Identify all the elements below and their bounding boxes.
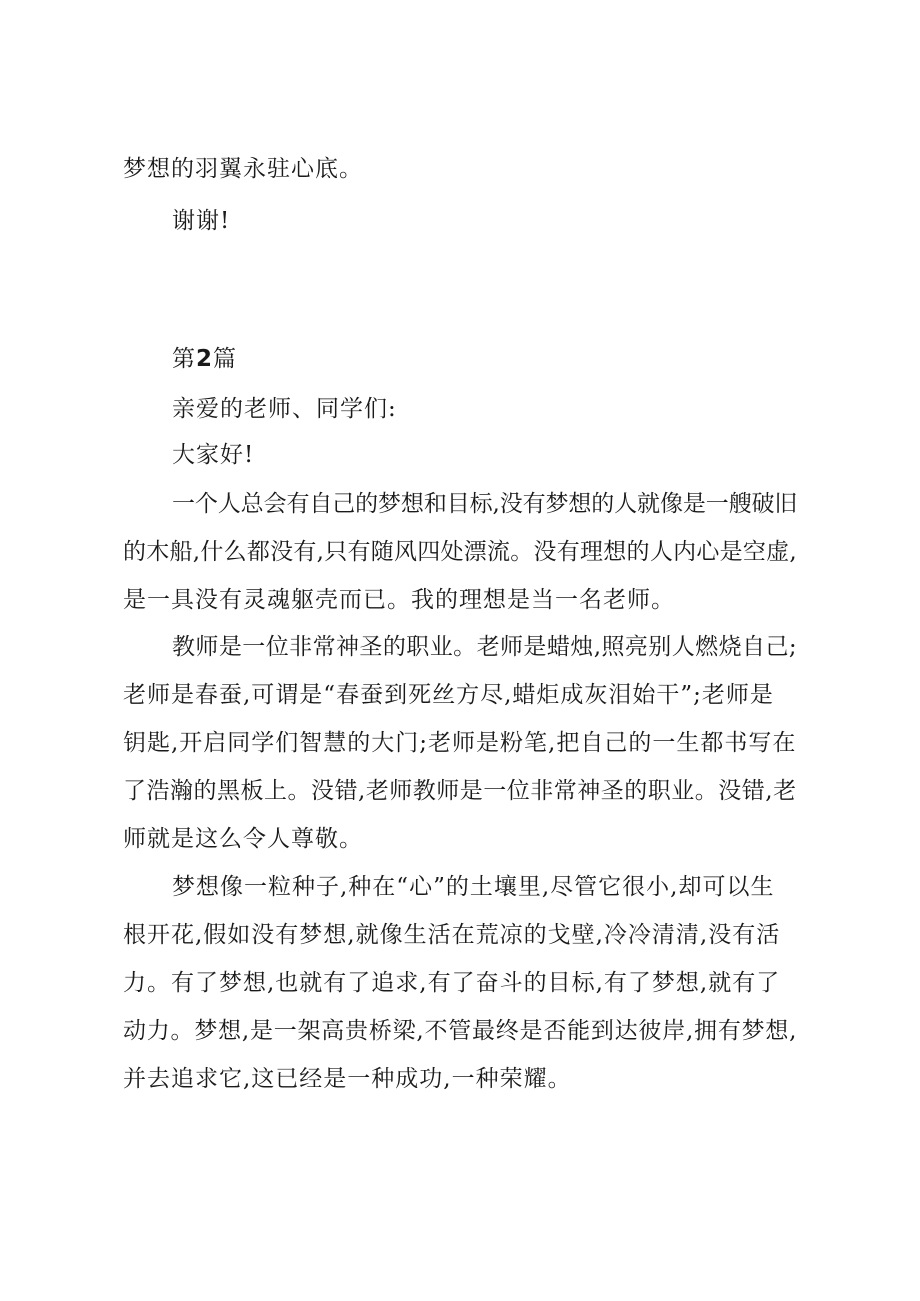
paragraph2-line: 老师是春蚕,可谓是“春蚕到死丝方尽,蜡炬成灰泪始干”;老师是 [123,682,774,708]
paragraph3-line: 并去追求它,这已经是一种成功,一种荣耀。 [123,1066,572,1092]
paragraph3-line: 动力。梦想,是一架高贵桥梁,不管最终是否能到达彼岸,拥有梦想, [123,1018,798,1044]
heading-prefix: 第 [172,346,196,372]
paragraph2-line: 师就是这么令人尊敬。 [123,826,363,852]
paragraph3-line: 力。有了梦想,也就有了追求,有了奋斗的目标,有了梦想,就有了 [123,970,781,996]
salutation: 亲爱的老师、同学们: [172,396,397,422]
previous-closing-line: 梦想的羽翼永驻心底。 [123,156,363,182]
greeting: 大家好! [172,442,255,468]
paragraph1-line: 一个人总会有自己的梦想和目标,没有梦想的人就像是一艘破旧 [172,491,798,517]
paragraph1-line: 的木船,什么都没有,只有随风四处漂流。没有理想的人内心是空虚, [123,539,797,565]
paragraph2-line: 钥匙,开启同学们智慧的大门;老师是粉笔,把自己的一生都书写在 [123,730,797,756]
heading-suffix: 篇 [213,346,238,372]
paragraph3-line: 梦想像一粒种子,种在“心”的土壤里,尽管它很小,却可以生 [172,874,775,900]
paragraph3-line: 根开花,假如没有梦想,就像生活在荒凉的戈壁,冷冷清清,没有活 [123,922,781,948]
paragraph2-line: 教师是一位非常神圣的职业。老师是蜡烛,照亮别人燃烧自己; [172,634,798,660]
paragraph2-line: 了浩瀚的黑板上。没错,老师教师是一位非常神圣的职业。没错,老 [123,778,797,804]
paragraph1-line: 是一具没有灵魂躯壳而已。我的理想是当一名老师。 [123,587,675,613]
heading-number: 2 [196,346,214,372]
thanks-line: 谢谢! [172,208,231,234]
article-heading [172,344,237,374]
